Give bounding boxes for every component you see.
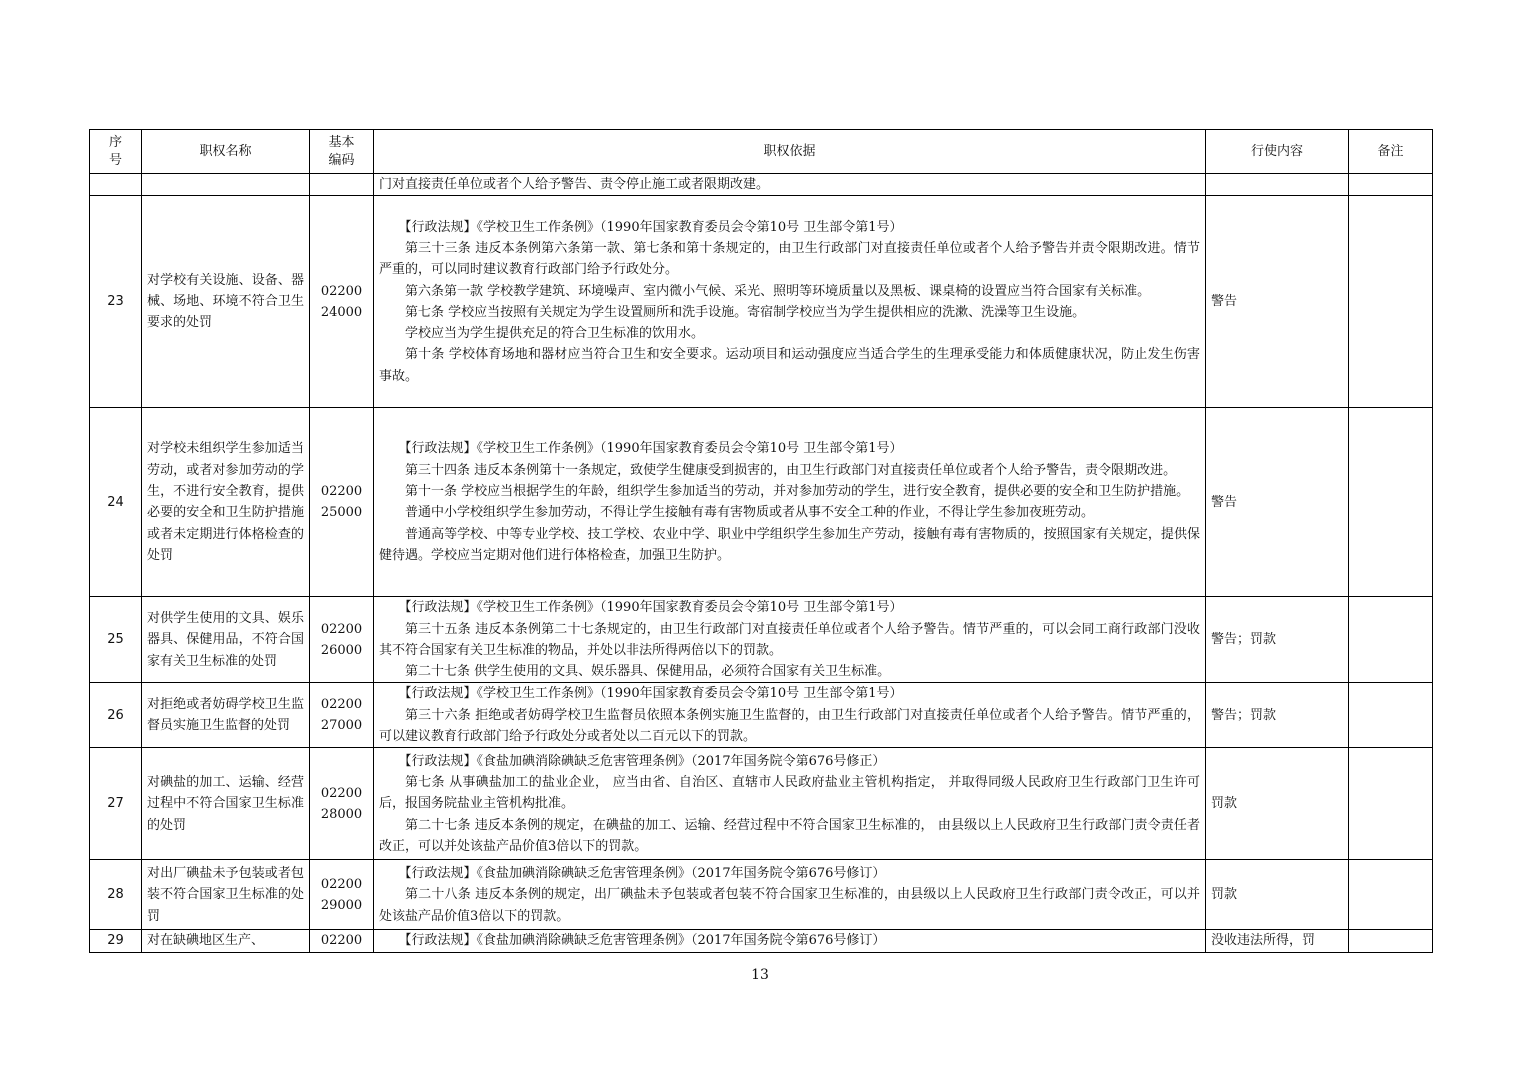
table-row [90, 174, 1433, 196]
basis-paragraph: 第十一条 学校应当根据学生的年龄，组织学生参加适当的劳动，并对参加劳动的学生，进行安全教育，提供必要的安全和卫生防护措施。 [405, 484, 1190, 499]
authority-table [89, 129, 1433, 953]
row-basis [374, 196, 1206, 408]
row-exec: 警告 [1206, 196, 1349, 408]
row-name: 对碘盐的加工、运输、经营过程中不符合国家卫生标准的处罚 [142, 748, 310, 860]
basis-paragraph: 【行政法规】《食盐加碘消除碘缺乏危害管理条例》（2017年国务院令第676号修订） [398, 865, 886, 881]
row-name: 对供学生使用的文具、娱乐器具、保健用品，不符合国家有关卫生标准的处罚 [142, 597, 310, 683]
row-seq: 29 [90, 930, 142, 952]
row-note [1349, 860, 1433, 930]
row-exec: 警告 [1206, 408, 1349, 597]
header-name: 职权名称 [142, 130, 310, 174]
basis-paragraph: 第十条 学校体育场地和器材应当符合卫生和安全要求。运动项目和运动强度应当适合学生的生理承受能力和体质健康状况，防止发生伤害事故。 [379, 347, 1200, 384]
row-code [310, 860, 374, 930]
basis-paragraph: 第七条 学校应当按照有关规定为学生设置厕所和洗手设施。寄宿制学校应当为学生提供相应的洗漱、洗澡等卫生设施。 [405, 304, 1086, 320]
row-note [1349, 597, 1433, 683]
row-seq: 28 [90, 860, 142, 930]
row-note [1349, 748, 1433, 860]
row-code-line: 02200 [320, 933, 363, 949]
table-row [90, 196, 1433, 408]
table-row [90, 597, 1433, 683]
row-code-line: 27000 [320, 718, 363, 734]
row-seq: 27 [90, 748, 142, 860]
row-code [310, 196, 374, 408]
basis-paragraph: 第三十五条 违反本条例第二十七条规定的，由卫生行政部门对直接责任单位或者个人给予警告。情节严重的，可以会同工商行政部门没收其不符合国家有关卫生标准的物品，并处以非法所得两倍以下的罚款。 [379, 621, 1200, 658]
row-code-line: 02200 [320, 484, 363, 499]
row-code-line: 02200 [320, 621, 363, 637]
header-exec: 行使内容 [1206, 130, 1349, 174]
row-basis [374, 683, 1206, 748]
row-code [310, 174, 374, 196]
table-body [90, 174, 1433, 953]
row-code [310, 930, 374, 952]
row-code-line: 24000 [320, 304, 363, 320]
basis-paragraph: 第二十七条 供学生使用的文具、娱乐器具、保健用品，必须符合国家有关卫生标准。 [405, 664, 891, 680]
table-row [90, 748, 1433, 860]
table-row [90, 683, 1433, 748]
basis-paragraph: 第二十八条 违反本条例的规定，出厂碘盐未予包装或者包装不符合国家卫生标准的，由县级以上人民政府卫生行政部门责令改正，可以并处该盐产品价值3倍以下的罚款。 [379, 887, 1200, 924]
basis-paragraph: 【行政法规】《学校卫生工作条例》（1990年国家教育委员会令第10号 卫生部令第1号） [398, 600, 903, 616]
basis-paragraph: 【行政法规】《食盐加碘消除碘缺乏危害管理条例》（2017年国务院令第676号修订） [398, 933, 886, 949]
table-row [90, 408, 1433, 597]
page-number: 13 [751, 967, 769, 983]
row-note [1349, 408, 1433, 597]
row-code-line: 02200 [320, 283, 363, 299]
basis-paragraph: 第三十四条 违反本条例第十一条规定，致使学生健康受到损害的，由卫生行政部门对直接责任单位或者个人给予警告，责令限期改进。 [405, 462, 1177, 478]
basis-paragraph: 普通中小学校组织学生参加劳动，不得让学生接触有毒有害物质或者从事不安全工种的作业，不得让学生参加夜班劳动。 [405, 505, 1095, 521]
basis-paragraph: 第二十七条 违反本条例的规定，在碘盐的加工、运输、经营过程中不符合国家卫生标准的， 由县级以上人民政府卫生行政部门责令责任者改正，可以并处该盐产品价值3倍以下的罚款。 [379, 817, 1200, 854]
row-name: 对在缺碘地区生产、 [142, 930, 310, 952]
row-name [142, 174, 310, 196]
row-code-line: 25000 [320, 505, 363, 521]
row-name: 对学校未组织学生参加适当劳动，或者对参加劳动的学生，不进行安全教育，提供必要的安全和卫生防护措施或者未定期进行体格检查的处罚 [142, 408, 310, 597]
header-code-line-2: 编码 [328, 152, 355, 168]
table-row [90, 860, 1433, 930]
row-code [310, 408, 374, 597]
basis-paragraph: 【行政法规】《学校卫生工作条例》（1990年国家教育委员会令第10号 卫生部令第1号） [398, 441, 903, 457]
row-name: 对学校有关设施、设备、器械、场地、环境不符合卫生要求的处罚 [142, 196, 310, 408]
row-code-line: 26000 [320, 642, 363, 658]
row-code-line: 02200 [320, 785, 363, 801]
basis-paragraph: 门对直接责任单位或者个人给予警告、责令停止施工或者限期改建。 [379, 177, 770, 192]
row-basis [374, 860, 1206, 930]
basis-paragraph: 第三十三条 违反本条例第六条第一款、第七条和第十条规定的，由卫生行政部门对直接责任单位或者个人给予警告并责令限期改进。情节严重的，可以同时建议教育行政部门给予行政处分。 [379, 240, 1200, 278]
header-basis: 职权依据 [374, 130, 1206, 174]
row-note [1349, 196, 1433, 408]
row-code-line: 29000 [320, 897, 363, 913]
row-exec: 罚款 [1206, 748, 1349, 860]
header-note: 备注 [1349, 130, 1433, 174]
row-note [1349, 174, 1433, 196]
row-code [310, 683, 374, 748]
row-note [1349, 930, 1433, 952]
row-exec: 警告；罚款 [1206, 683, 1349, 748]
header-code-line-1: 基本 [328, 134, 355, 150]
row-code-line: 02200 [320, 876, 363, 892]
row-basis [374, 597, 1206, 683]
row-exec: 罚款 [1206, 860, 1349, 930]
basis-paragraph: 【行政法规】《学校卫生工作条例》（1990年国家教育委员会令第10号 卫生部令第1号） [398, 686, 903, 702]
basis-paragraph: 第六条第一款 学校教学建筑、环境噪声、室内微小气候、采光、照明等环境质量以及黑板、课桌椅的设置应当符合国家有关标准。 [405, 283, 1151, 299]
table-header-row [90, 130, 1433, 174]
basis-paragraph: 【行政法规】《食盐加碘消除碘缺乏危害管理条例》（2017年国务院令第676号修正） [398, 753, 886, 769]
row-name: 对拒绝或者妨碍学校卫生监督员实施卫生监督的处罚 [142, 683, 310, 748]
header-seq: 序 号 [90, 130, 142, 174]
basis-paragraph: 第三十六条 拒绝或者妨碍学校卫生监督员依照本条例实施卫生监督的，由卫生行政部门对直接责任单位或者个人给予警告。情节严重的，可以建议教育行政部门给予行政处分或者处以二百元以下的罚款。 [379, 707, 1200, 745]
row-basis [374, 748, 1206, 860]
basis-paragraph: 学校应当为学生提供充足的符合卫生标准的饮用水。 [405, 326, 705, 342]
basis-paragraph: 第七条 从事碘盐加工的盐业企业， 应当由省、自治区、直辖市人民政府盐业主管机构指定， 并取得同级人民政府卫生行政部门卫生许可后，报国务院盐业主管机构批准。 [379, 774, 1200, 812]
basis-paragraph: 【行政法规】《学校卫生工作条例》（1990年国家教育委员会令第10号 卫生部令第1号） [398, 219, 903, 235]
row-seq [90, 174, 142, 196]
basis-paragraph: 普通高等学校、中等专业学校、技工学校、农业中学、职业中学组织学生参加生产劳动，接触有毒有害物质的，按照国家有关规定，提供保健待遇。学校应当定期对他们进行体格检查，加强卫生防护。 [379, 526, 1200, 563]
row-code [310, 597, 374, 683]
row-name: 对出厂碘盐未予包装或者包装不符合国家卫生标准的处罚 [142, 860, 310, 930]
table-row [90, 930, 1433, 952]
row-exec [1206, 174, 1349, 196]
row-exec: 没收违法所得，罚 [1206, 930, 1349, 952]
row-basis [374, 408, 1206, 597]
row-exec: 警告；罚款 [1206, 597, 1349, 683]
row-code-line: 28000 [320, 806, 363, 822]
row-note [1349, 683, 1433, 748]
row-seq: 25 [90, 597, 142, 683]
row-seq: 23 [90, 196, 142, 408]
row-code [310, 748, 374, 860]
row-code-line: 02200 [320, 697, 363, 713]
row-basis [374, 930, 1206, 952]
row-basis [374, 174, 1206, 196]
row-seq: 26 [90, 683, 142, 748]
header-code [310, 130, 374, 174]
row-seq: 24 [90, 408, 142, 597]
